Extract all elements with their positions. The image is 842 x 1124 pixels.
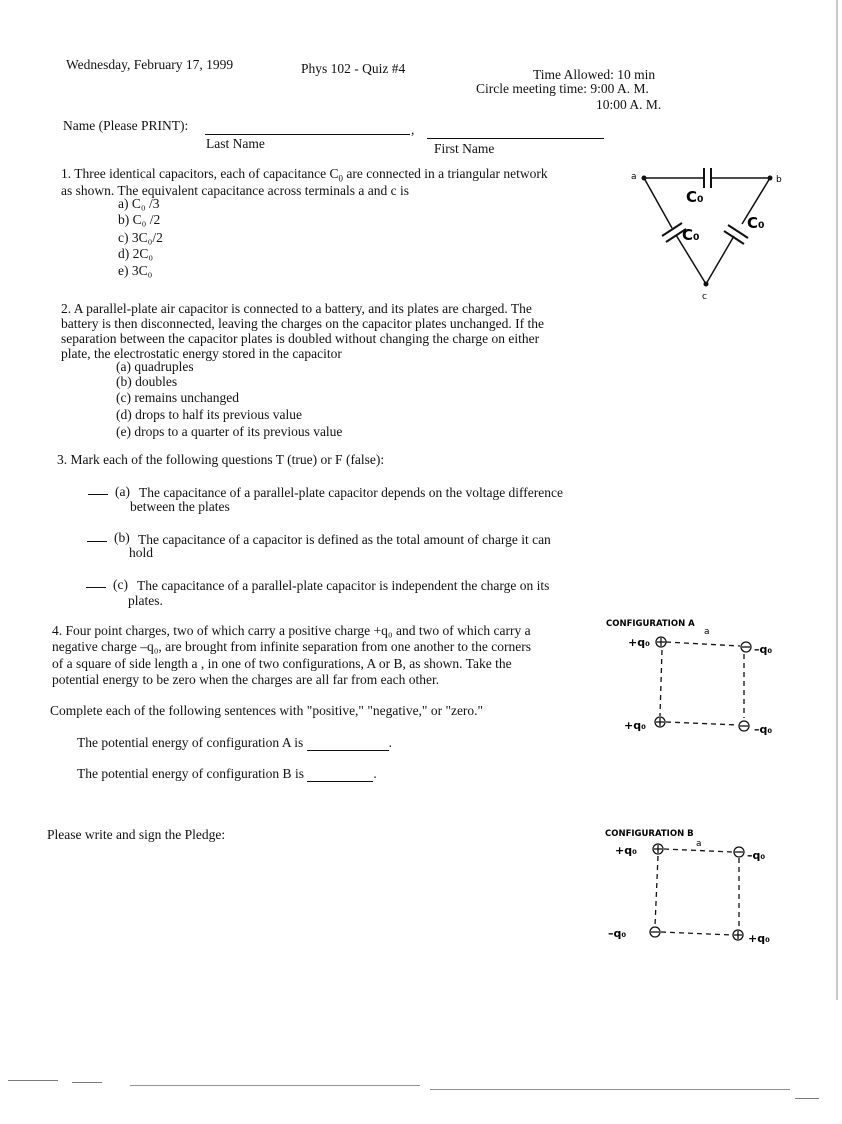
node-b-label: b: [776, 175, 782, 185]
wire-left-upper: [644, 178, 672, 228]
config-a-top-edge: [666, 642, 740, 646]
q4-answer-a-blank[interactable]: [307, 736, 389, 751]
q4-sentence-b-row: [77, 766, 377, 782]
config-b-label-br: +q₀: [748, 932, 770, 945]
q1-line1-text: 1. Three identical capacitors, each of capacitance C: [61, 166, 339, 181]
q3c-label: (c): [113, 577, 128, 592]
config-b-left-edge: [655, 856, 658, 926]
q4-line4: potential energy to be zero when the charges are all far from each other.: [52, 672, 440, 687]
q2-option-b: (b) doubles: [116, 374, 178, 389]
config-b-title: CONFIGURATION B: [605, 829, 694, 839]
node-a-label: a: [631, 172, 637, 182]
config-a-left-edge: [660, 650, 662, 716]
q3c-answer-blank[interactable]: [86, 575, 106, 588]
q3b-label: (b): [114, 530, 130, 545]
name-label: Name (Please PRINT):: [63, 118, 189, 133]
q4-sentence-b: The potential energy of configuration B is: [77, 766, 304, 781]
q2-option-c: (c) remains unchanged: [116, 390, 239, 405]
scan-mark-bottom-4: [430, 1089, 790, 1090]
q1-line2: as shown. The equivalent capacitance across terminals a and c is: [61, 183, 409, 198]
q3c-line1: The capacitance of a parallel-plate capacitor is independent the charge on its: [137, 578, 550, 593]
circle-meeting-time: Circle meeting time: 9:00 A. M.: [476, 81, 649, 96]
cap-top-label: C₀: [686, 188, 704, 206]
node-c-dot: [704, 282, 709, 287]
config-a-label-tl: +q₀: [628, 636, 650, 649]
q2-line2: battery is then disconnected, leaving the charges on the capacitor plates unchanged. If the: [61, 316, 544, 331]
last-name-blank[interactable]: [205, 118, 410, 135]
q1-option-d: d) 2C₀: [118, 246, 154, 261]
q4-line1: 4. Four point charges, two of which carry a positive charge +q₀ and two of which carry a: [52, 623, 531, 638]
q3b-line2: hold: [129, 545, 154, 560]
q3a-answer-blank[interactable]: [88, 482, 108, 495]
cap-right-label: C₀: [747, 214, 765, 232]
cap-left-label: C₀: [682, 226, 700, 244]
q3c-line2: plates.: [128, 593, 163, 608]
course-title: Phys 102 - Quiz #4: [301, 61, 406, 76]
scan-mark-bottom-5: [795, 1098, 819, 1099]
q4-sentence-a-row: [77, 735, 392, 751]
q1-subscript: 0: [338, 173, 343, 184]
configuration-a-diagram: [598, 612, 798, 747]
q4-period-a: .: [388, 735, 392, 750]
time-allowed: Time Allowed: 10 min: [533, 67, 656, 82]
scan-edge-right: [836, 0, 838, 1000]
pledge-prompt: Please write and sign the Pledge:: [47, 827, 226, 842]
config-a-label-br: –q₀: [754, 723, 773, 736]
q2-option-d: (d) drops to half its previous value: [116, 407, 302, 422]
q3b-answer-blank[interactable]: [87, 529, 107, 542]
q1-option-a: a) C₀ /3: [118, 196, 160, 211]
q3a-line1: The capacitance of a parallel-plate capacitor depends on the voltage difference: [139, 485, 564, 500]
first-name-caption: First Name: [434, 141, 495, 156]
config-b-top-edge: [664, 849, 732, 852]
q4-sentence-a: The potential energy of configuration A is: [77, 735, 304, 750]
q3-prompt: 3. Mark each of the following questions T (true) or F (false):: [57, 452, 385, 467]
q1-option-c: c) 3C₀/2: [118, 230, 163, 245]
q2-line3: separation between the capacitor plates is doubled without changing the charge on either: [61, 331, 540, 346]
config-b-label-bl: –q₀: [608, 927, 627, 940]
q3a-line2: between the plates: [130, 499, 230, 514]
config-b-label-tr: –q₀: [747, 849, 766, 862]
config-a-label-bl: +q₀: [624, 719, 646, 732]
scan-mark-bottom-1: [8, 1080, 58, 1081]
q4-line2: negative charge –q₀, are brought from infinite separation from one another to the corners: [52, 639, 532, 654]
q2-line4: plate, the electrostatic energy stored in the capacitor: [61, 346, 342, 361]
config-a-bottom-edge: [666, 722, 738, 725]
q4-line3: of a square of side length a , in one of two configurations, A or B, as shown. Take the: [52, 656, 512, 671]
config-a-label-tr: –q₀: [754, 643, 773, 656]
scan-mark-bottom-3: [130, 1085, 420, 1086]
name-comma: ,: [411, 122, 415, 137]
q1-line1-end: are connected in a triangular network: [342, 166, 548, 181]
q4-answer-b-blank[interactable]: [307, 767, 373, 782]
q3b-line1: The capacitance of a capacitor is defined as the total amount of charge it can: [138, 532, 551, 547]
scan-mark-bottom-2: [72, 1082, 102, 1083]
node-a-dot: [642, 176, 647, 181]
config-b-side-label: a: [696, 839, 702, 849]
quiz-date: Wednesday, February 17, 1999: [66, 57, 234, 72]
config-b-bottom-edge: [661, 932, 732, 935]
q1-option-b: b) C₀ /2: [118, 212, 161, 227]
q4-period-b: .: [373, 766, 377, 781]
first-name-blank[interactable]: [427, 122, 604, 139]
q2-option-e: (e) drops to a quarter of its previous value: [116, 424, 343, 439]
q2-option-a: (a) quadruples: [116, 359, 194, 374]
node-b-dot: [768, 176, 773, 181]
wire-right-lower: [706, 236, 734, 284]
config-b-label-tl: +q₀: [615, 844, 637, 857]
q1-option-e: e) 3C₀: [118, 263, 153, 278]
q3a-label: (a): [115, 484, 130, 499]
config-a-title: CONFIGURATION A: [606, 619, 695, 629]
q2-line1: 2. A parallel-plate air capacitor is connected to a battery, and its plates are charged. The: [61, 301, 532, 316]
node-c-label: c: [702, 292, 707, 302]
last-name-caption: Last Name: [206, 136, 265, 151]
second-meeting-time: 10:00 A. M.: [596, 97, 662, 112]
configuration-b-diagram: [598, 822, 798, 952]
q4-instruction: Complete each of the following sentences with "positive," "negative," or "zero.": [50, 703, 484, 718]
config-a-side-label: a: [704, 627, 710, 637]
capacitor-triangle-diagram: [620, 160, 800, 305]
